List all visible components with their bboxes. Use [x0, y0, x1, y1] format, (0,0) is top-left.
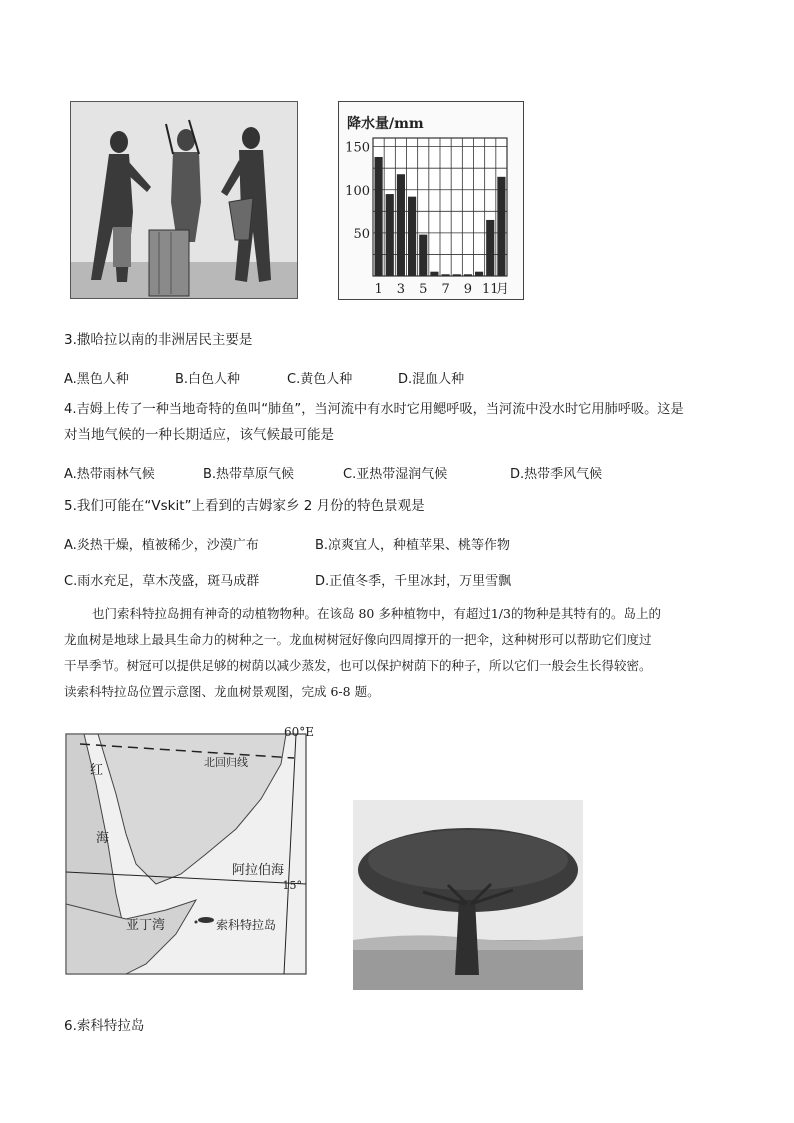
chart-xtick-label: 1 — [374, 282, 383, 297]
chart-bar-month-11 — [486, 220, 494, 276]
map-red-sea-label-1: 红 — [90, 763, 104, 778]
chart-bar-month-3 — [397, 174, 405, 276]
q5-option-b[interactable]: B.凉爽宜人，种植苹果、桃等作物 — [315, 538, 511, 553]
q4-option-c[interactable]: C.亚热带湿润气候 — [343, 467, 448, 482]
q5-stem: 5.我们可能在“Vskit”上看到的吉姆家乡 2 月份的特色景观是 — [64, 498, 425, 514]
map-lon-label: 60°E — [284, 725, 315, 739]
dragon-tree-illustration — [353, 800, 583, 990]
q3-option-d[interactable]: D.混血人种 — [398, 372, 465, 387]
chart-bar-month-5 — [419, 235, 427, 276]
chart-ytick-label: 150 — [345, 140, 370, 156]
drummers-illustration — [71, 102, 297, 298]
chart-bar-month-4 — [408, 197, 416, 276]
dragon-blood-tree-photo — [353, 800, 583, 990]
q3-option-a[interactable]: A.黑色人种 — [64, 372, 129, 387]
q4-stem-line2: 对当地气候的一种长期适应，该气候最可能是 — [64, 427, 334, 443]
chart-ytick-label: 50 — [353, 226, 370, 242]
chart-bar-month-6 — [430, 272, 438, 276]
passage-line2: 龙血树是地球上最具生命力的树种之一。龙血树树冠好像向四周撑开的一把伞，这种树形可以帮助它们度过 — [64, 632, 652, 647]
socotra-location-map — [66, 724, 315, 974]
q3-option-b[interactable]: B.白色人种 — [175, 372, 241, 387]
chart-bar-month-8 — [453, 274, 461, 276]
chart-bar-month-7 — [442, 274, 450, 276]
chart-bar-month-12 — [497, 177, 505, 276]
passage-line3: 干旱季节。树冠可以提供足够的树荫以减少蒸发，也可以保护树荫下的种子，所以它们一般会生长得较密。 — [64, 658, 652, 673]
map-island-label: 索科特拉岛 — [216, 918, 277, 932]
q4-option-a[interactable]: A.热带雨林气候 — [64, 467, 155, 482]
q5-option-a[interactable]: A.炎热干燥，植被稀少，沙漠广布 — [64, 538, 259, 553]
map-tropic-label: 北回归线 — [204, 756, 248, 769]
chart-bar-month-2 — [386, 194, 394, 276]
map-red-sea-label-2: 海 — [96, 831, 110, 846]
chart-bar-month-9 — [464, 274, 472, 276]
q3-stem: 3.撒哈拉以南的非洲居民主要是 — [64, 332, 253, 348]
passage-line4: 读索科特拉岛位置示意图、龙血树景观图，完成 6-8 题。 — [64, 684, 380, 699]
chart-bar-month-10 — [475, 272, 483, 276]
chart-bar-month-1 — [375, 157, 383, 276]
passage-line1: 也门索科特拉岛拥有神奇的动植物物种。在该岛 80 多种植物中，有超过1/3的物种是其特有的。岛上的 — [92, 606, 661, 621]
chart-ylabel: 降水量/mm — [347, 116, 424, 132]
drummers-photo — [70, 101, 298, 299]
map-svg — [66, 724, 315, 974]
q6-stem: 6.索科特拉岛 — [64, 1018, 145, 1034]
chart-xtick-label: 11 — [481, 282, 499, 297]
q4-option-b[interactable]: B.热带草原气候 — [203, 467, 295, 482]
q4-stem-line1: 4.吉姆上传了一种当地奇特的鱼叫“肺鱼”，当河流中有水时它用鳃呼吸，当河流中没水时它用肺呼吸。这是 — [64, 402, 684, 417]
q3-option-c[interactable]: C.黄色人种 — [287, 372, 353, 387]
chart-xtick-label: 3 — [396, 282, 406, 297]
q5-option-c[interactable]: C.雨水充足，草木茂盛，斑马成群 — [64, 574, 260, 589]
chart-xtick-label: 9 — [463, 282, 473, 297]
chart-ytick-label: 100 — [345, 183, 370, 199]
map-arabian-sea-label: 阿拉伯海 — [232, 863, 285, 878]
map-gulf-aden-label: 亚丁湾 — [126, 918, 166, 933]
q5-option-d[interactable]: D.正值冬季，千里冰封，万里雪飘 — [315, 574, 512, 589]
precipitation-chart-svg — [339, 102, 523, 299]
chart-xtick-label: 7 — [441, 282, 450, 297]
precipitation-chart — [338, 101, 524, 300]
map-lat-label: 15° — [282, 879, 302, 892]
chart-xunit-label: 月 — [495, 282, 509, 297]
chart-xtick-label: 5 — [419, 282, 428, 297]
q4-option-d[interactable]: D.热带季风气候 — [510, 467, 603, 482]
